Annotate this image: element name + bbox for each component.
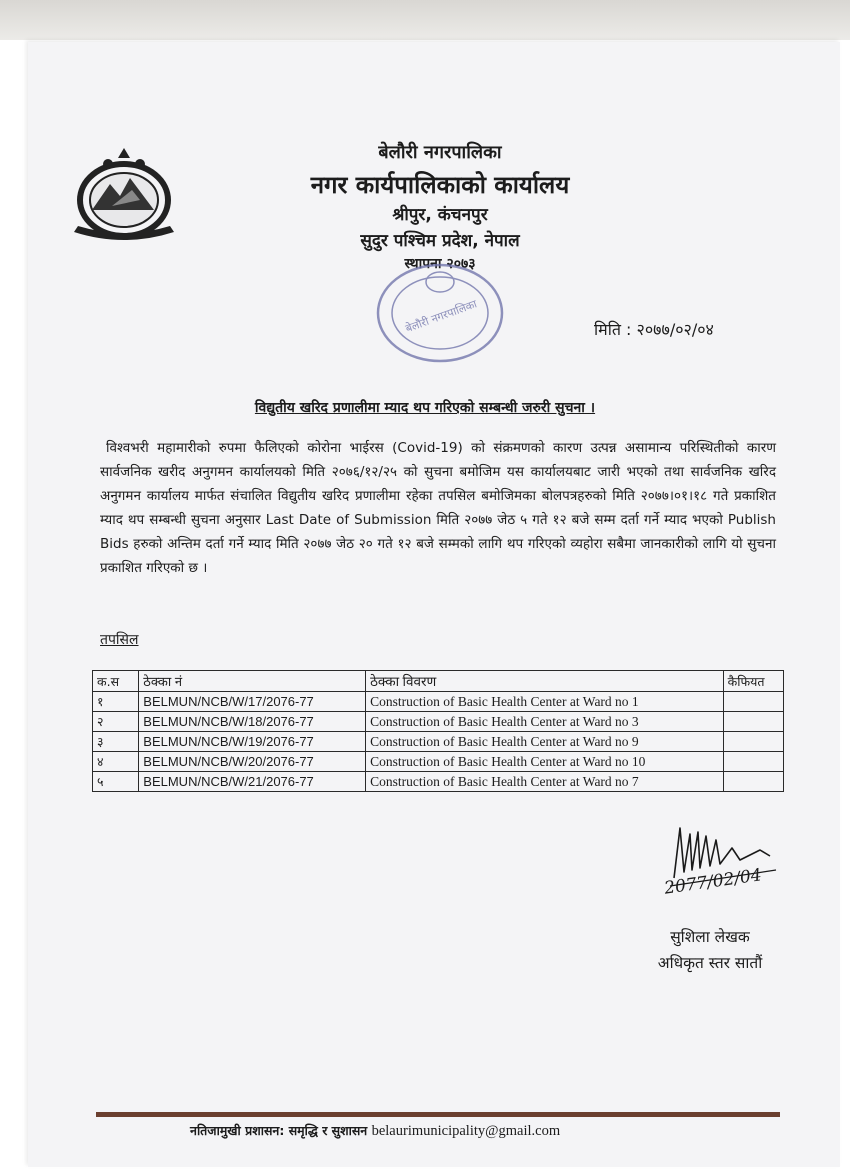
header-sn: क.स bbox=[93, 671, 139, 692]
cell-description: Construction of Basic Health Center at Ward no 10 bbox=[366, 752, 724, 772]
cell-sn: १ bbox=[93, 692, 139, 712]
signature-date: 2077/02/04 bbox=[663, 865, 763, 899]
cell-contract-no: BELMUN/NCB/W/20/2076-77 bbox=[139, 752, 366, 772]
nepal-emblem-icon bbox=[68, 148, 180, 244]
cell-sn: ५ bbox=[93, 772, 139, 792]
cell-contract-no: BELMUN/NCB/W/18/2076-77 bbox=[139, 712, 366, 732]
signer-title: अधिकृत स्तर सातौं bbox=[657, 954, 763, 972]
cell-description: Construction of Basic Health Center at Ward no 1 bbox=[366, 692, 724, 712]
contracts-table bbox=[92, 670, 784, 792]
office-name: नगर कार्यपालिकाको कार्यालय bbox=[310, 171, 570, 199]
stamp-text: बेलौरी नगरपालिका bbox=[403, 297, 479, 336]
cell-description: Construction of Basic Health Center at Ward no 3 bbox=[366, 712, 724, 732]
cell-remarks bbox=[723, 712, 783, 732]
cell-contract-no: BELMUN/NCB/W/21/2076-77 bbox=[139, 772, 366, 792]
header-description: ठेक्का विवरण bbox=[366, 671, 724, 692]
notice-title-text: विद्युतीय खरिद प्रणालीमा म्याद थप गरिएको सम्बन्धी जरुरी सुचना । bbox=[254, 400, 596, 416]
cell-sn: ४ bbox=[93, 752, 139, 772]
cell-contract-no: BELMUN/NCB/W/19/2076-77 bbox=[139, 732, 366, 752]
cell-contract-no: BELMUN/NCB/W/17/2076-77 bbox=[139, 692, 366, 712]
cell-remarks bbox=[723, 752, 783, 772]
footer-motto: नतिजामुखी प्रशासन: समृद्धि र सुशासन bbox=[190, 1123, 368, 1138]
cell-sn: २ bbox=[93, 712, 139, 732]
notice-body: विश्वभरी महामारीको रुपमा फैलिएको कोरोना भाईरस (Covid-19) को संक्रमणको कारण उत्पन्न असामान्य परिस्थितीको कारण सार्वजनिक खरीद अनुगमन कार्यालयको मिति २०७६/१२/२५ को सुचना बमोजिम यस कार्यालयबाट जारी भएको तथा सार्वजनिक खरिद अनुगमन कार्यालय मार्फत संचालित विद्युतीय खरिद प्रणालीमा रहेका तपसिल बमोजिमका बोलपत्रहरुको मिति २०७७।०१।१८ गते प्रकाशित म्याद थप सम्बन्धी सुचना अनुसार Last Date of Submission मिति २०७७ जेठ ५ गते १२ बजे सम्म दर्ता गर्ने म्याद भएको Publish Bids हरुको अन्तिम दर्ता गर्ने म्याद मिति २०७७ जेठ २० गते १२ बजे सम्मको लागि थप गरिएको व्यहोरा सबैमा जानकारीको लागि यो सुचना प्रकाशित गरिएको छ । bbox=[100, 440, 776, 576]
table-row bbox=[93, 772, 784, 792]
table-row bbox=[93, 692, 784, 712]
scan-top-edge bbox=[0, 0, 850, 40]
letterhead bbox=[250, 140, 630, 276]
official-stamp-icon bbox=[370, 258, 510, 368]
municipality-name: बेलौरी नगरपालिका bbox=[378, 142, 502, 163]
signer-name: सुशिला लेखक bbox=[670, 928, 750, 946]
table-row bbox=[93, 712, 784, 732]
table-row bbox=[93, 732, 784, 752]
cell-description: Construction of Basic Health Center at Ward no 7 bbox=[366, 772, 724, 792]
document-date: मिति : २०७७/०२/०४ bbox=[594, 320, 714, 339]
cell-remarks bbox=[723, 772, 783, 792]
province-line: सुदुर पश्चिम प्रदेश, नेपाल bbox=[360, 231, 520, 251]
table-header-row bbox=[93, 671, 784, 692]
established-line: स्थापना २०७३ bbox=[404, 256, 476, 272]
signer-block bbox=[620, 924, 800, 976]
header-remarks: कैफियत bbox=[723, 671, 783, 692]
cell-description: Construction of Basic Health Center at Ward no 9 bbox=[366, 732, 724, 752]
footer bbox=[190, 1122, 560, 1140]
notice-title bbox=[0, 398, 850, 417]
schedule-label: तपसिल bbox=[100, 632, 139, 648]
office-address: श्रीपुर, कंचनपुर bbox=[392, 205, 488, 225]
cell-sn: ३ bbox=[93, 732, 139, 752]
header-contract-no: ठेक्का नं bbox=[139, 671, 366, 692]
footer-email: belaurimunicipality@gmail.com bbox=[371, 1123, 561, 1139]
footer-rule bbox=[96, 1112, 780, 1117]
cell-remarks bbox=[723, 692, 783, 712]
table-row bbox=[93, 752, 784, 772]
cell-remarks bbox=[723, 732, 783, 752]
